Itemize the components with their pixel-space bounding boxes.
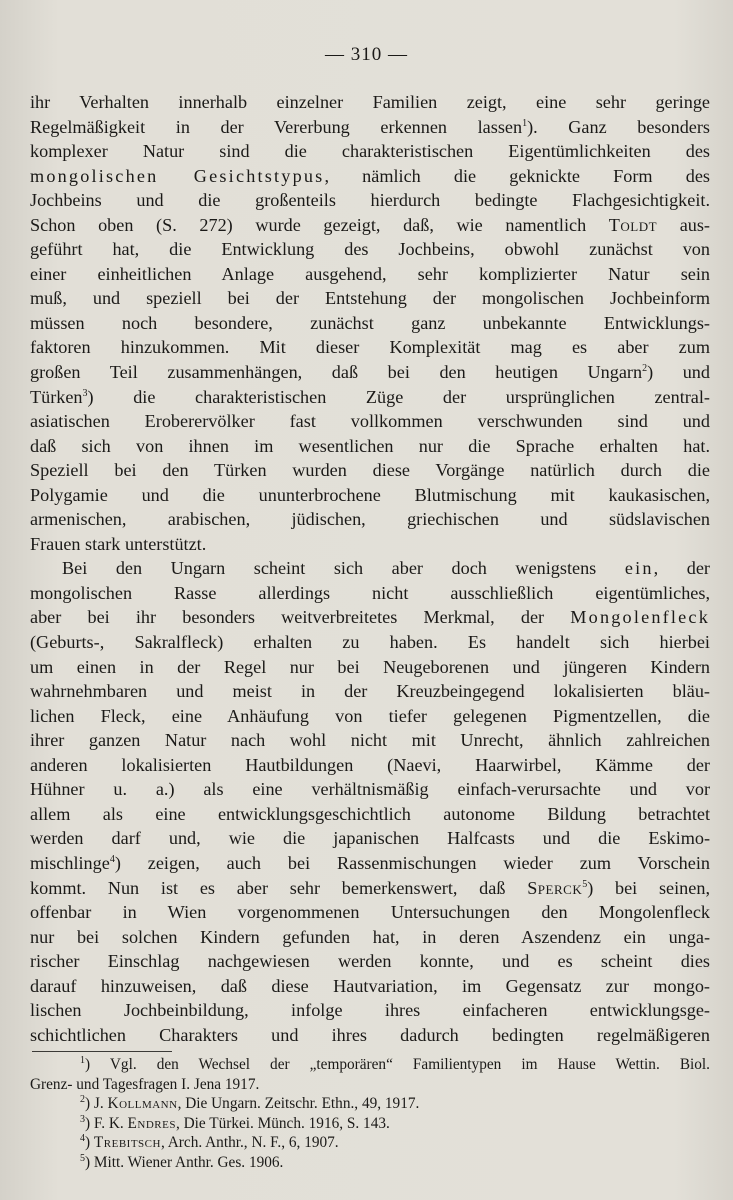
text-run: , nämlich die geknickte Form des	[324, 165, 710, 186]
text-run: werden darf und, wie die japanischen Halfcasts und die Eskimo-	[30, 828, 710, 849]
text-run: Toldt	[608, 214, 658, 235]
text-line	[30, 262, 710, 287]
text-run: rischer Einschlag nachgewiesen werden konnte, und es scheint dies	[30, 951, 710, 972]
text-line	[30, 605, 710, 630]
text-line	[30, 115, 710, 140]
text-run: komplexer Natur sind die charakteristischen Eigentümlichkeiten des	[30, 141, 710, 162]
text-line	[30, 581, 710, 606]
text-line	[30, 753, 710, 778]
text-run: daß sich von ihnen im wesentlichen nur die Sprache erhalten hat.	[30, 435, 710, 456]
footnote-marker: 2	[80, 1094, 85, 1106]
text-run: , Die Ungarn. Zeitschr. Ethn., 49, 1917.	[177, 1095, 420, 1113]
text-run: ein	[624, 558, 654, 579]
text-run: ) Vgl. den Wechsel der „temporären“ Familientypen im Hause Wettin. Biol.	[85, 1056, 710, 1073]
text-line	[30, 826, 710, 851]
text-line	[30, 679, 710, 704]
main-text	[30, 90, 710, 1047]
text-run: Regelmäßigkeit in der Vererbung erkennen lassen	[30, 116, 523, 137]
text-run: Jochbeins und die großenteils hierdurch bedingte Flachgesichtigkeit.	[30, 190, 710, 211]
text-run: ) zeigen, auch bei Rassenmischungen wieder zum Vorschein	[114, 852, 710, 873]
text-run: geführt hat, die Entwicklung des Jochbeins, obwohl zunächst von	[30, 239, 710, 260]
text-line	[30, 630, 710, 655]
text-run: lischen Jochbeinbildung, infolge ihres einfacheren entwicklungsge-	[30, 1000, 710, 1021]
text-line	[30, 90, 710, 115]
text-run: Polygamie und die ununterbrochene Blutmischung mit kaukasischen,	[30, 484, 710, 505]
text-line	[30, 286, 710, 311]
text-line	[30, 925, 710, 950]
text-run: , Arch. Anthr., N. F., 6, 1907.	[160, 1134, 339, 1152]
text-line	[30, 900, 710, 925]
text-run: faktoren hinzukommen. Mit dieser Komplexität mag es aber zum	[30, 337, 710, 358]
text-run: (Geburts-, Sakralfleck) erhalten zu haben. Es handelt sich hierbei	[30, 632, 710, 653]
text-line	[30, 434, 710, 459]
text-run: ) und	[647, 362, 710, 383]
text-line	[30, 409, 710, 434]
text-run: Kollmann	[107, 1095, 178, 1113]
text-line	[30, 949, 710, 974]
text-line	[30, 335, 710, 360]
text-run: )	[85, 1134, 94, 1152]
footnote-marker: 2	[642, 362, 648, 374]
text-run: Speziell bei den Türken wurden diese Vorgänge natürlich durch die	[30, 460, 710, 481]
text-run: asiatischen Eroberervölker fast vollkommen verschwunden sind und	[30, 411, 710, 432]
text-line	[30, 360, 710, 385]
text-run: aus-	[657, 214, 710, 235]
text-line	[30, 385, 710, 410]
text-run: Grenz- und Tagesfragen I. Jena 1917.	[30, 1075, 260, 1093]
text-run: , Die Türkei. Münch. 1916, S. 143.	[175, 1114, 390, 1132]
text-line	[30, 139, 710, 164]
text-run: ) die charakteristischen Züge der ursprünglichen zentral-	[87, 386, 710, 407]
text-run: , der	[653, 558, 710, 579]
text-line	[30, 237, 710, 262]
text-line	[30, 507, 710, 532]
text-run: ). Ganz besonders	[527, 116, 710, 137]
page-number: — 310 —	[325, 44, 408, 65]
text-run: um einen in der Regel nur bei Neugeborenen und jüngeren Kindern	[30, 656, 710, 677]
text-line	[30, 532, 710, 557]
text-run: ) J.	[85, 1095, 108, 1113]
footnote-marker: 4	[80, 1133, 85, 1145]
text-run: anderen lokalisierten Hautbildungen (Naevi, Haarwirbel, Kämme der	[30, 754, 710, 775]
footnote-marker: 4	[109, 853, 115, 865]
text-line	[30, 777, 710, 802]
text-run: mischlinge	[30, 852, 110, 873]
text-line	[30, 483, 710, 508]
text-run: Mongolenfleck	[570, 607, 710, 628]
text-run: mongolischen Rasse allerdings nicht ausschließlich eigentümliches,	[30, 582, 710, 603]
text-line	[30, 802, 710, 827]
text-line	[30, 164, 710, 189]
text-run: darauf hinzuweisen, daß diese Hautvariation, im Gegensatz zur mongo-	[30, 975, 710, 996]
text-run: Schon oben (S. 272) wurde gezeigt, daß, wie namentlich	[30, 214, 609, 235]
text-run: großen Teil zusammenhängen, daß bei den heutigen Ungarn	[30, 362, 643, 383]
footnote-marker: 5	[80, 1152, 85, 1164]
text-line	[30, 556, 710, 581]
text-line	[30, 876, 710, 901]
text-run: Endres	[127, 1114, 176, 1132]
text-run: mongolischen Gesichtstypus	[30, 165, 325, 186]
text-line	[30, 974, 710, 999]
text-run: allem als eine entwicklungsgeschichtlich autonome Bildung betrachtet	[30, 803, 710, 824]
footnote-1	[30, 1075, 710, 1095]
footnote-marker: 3	[80, 1113, 85, 1125]
text-run: ) bei seinen,	[587, 877, 710, 898]
footnote-divider	[32, 1051, 172, 1052]
text-line	[30, 655, 710, 680]
footnote-5	[30, 1153, 710, 1173]
text-line	[30, 213, 710, 238]
text-line	[30, 458, 710, 483]
footnote-marker: 1	[522, 117, 528, 129]
footnote-marker: 3	[82, 387, 88, 399]
text-run: Sperck	[527, 877, 583, 898]
text-run: einer einheitlichen Anlage ausgehend, sehr komplizierter Natur sein	[30, 263, 710, 284]
text-run: offenbar in Wien vorgenommenen Untersuchungen den Mongolenfleck	[30, 902, 710, 923]
text-run: ihr Verhalten innerhalb einzelner Familien zeigt, eine sehr geringe	[30, 92, 710, 112]
text-line	[30, 188, 710, 213]
text-run: müssen noch besondere, zunächst ganz unbekannte Entwicklungs-	[30, 312, 710, 333]
text-run: Hühner u. a.) als eine verhältnismäßig einfach-verursachte und vor	[30, 779, 710, 800]
text-line	[30, 998, 710, 1023]
text-line	[30, 728, 710, 753]
text-line	[30, 851, 710, 876]
text-run: ) F. K.	[85, 1114, 128, 1132]
footnote-marker: 5	[582, 878, 588, 890]
text-run: ) Mitt. Wiener Anthr. Ges. 1906.	[85, 1153, 284, 1171]
text-run: lichen Fleck, eine Anhäufung von tiefer gelegenen Pigmentzellen, die	[30, 705, 710, 726]
text-run: Frauen stark unterstützt.	[30, 533, 207, 554]
footnote-3	[30, 1114, 710, 1134]
text-run: Bei den Ungarn scheint sich aber doch wenigstens	[62, 558, 625, 579]
footnote-4	[30, 1133, 710, 1153]
text-line	[30, 311, 710, 336]
footnote-2	[30, 1094, 710, 1114]
text-run: aber bei ihr besonders weitverbreitetes Merkmal, der	[30, 607, 571, 628]
text-run: wahrnehmbaren und meist in der Kreuzbeingegend lokalisierten bläu-	[30, 681, 710, 702]
footnotes	[30, 1055, 710, 1173]
text-run: Trebitsch	[93, 1134, 161, 1152]
text-run: nur bei solchen Kindern gefunden hat, in deren Aszendenz ein unga-	[30, 926, 710, 947]
text-line	[30, 704, 710, 729]
text-run: Türken	[30, 386, 83, 407]
text-run: schichtlichen Charakters und ihres dadurch bedingten regelmäßigeren	[30, 1024, 710, 1045]
text-run: armenischen, arabischen, jüdischen, griechischen und südslavischen	[30, 509, 710, 530]
text-run: ihrer ganzen Natur nach wohl nicht mit Unrecht, ähnlich zahlreichen	[30, 730, 710, 751]
footnote-1	[30, 1055, 710, 1075]
text-line	[30, 1023, 710, 1048]
text-run: kommt. Nun ist es aber sehr bemerkenswert, daß	[30, 877, 528, 898]
text-run: muß, und speziell bei der Entstehung der mongolischen Jochbeinform	[30, 288, 710, 309]
footnote-marker: 1	[80, 1054, 85, 1066]
